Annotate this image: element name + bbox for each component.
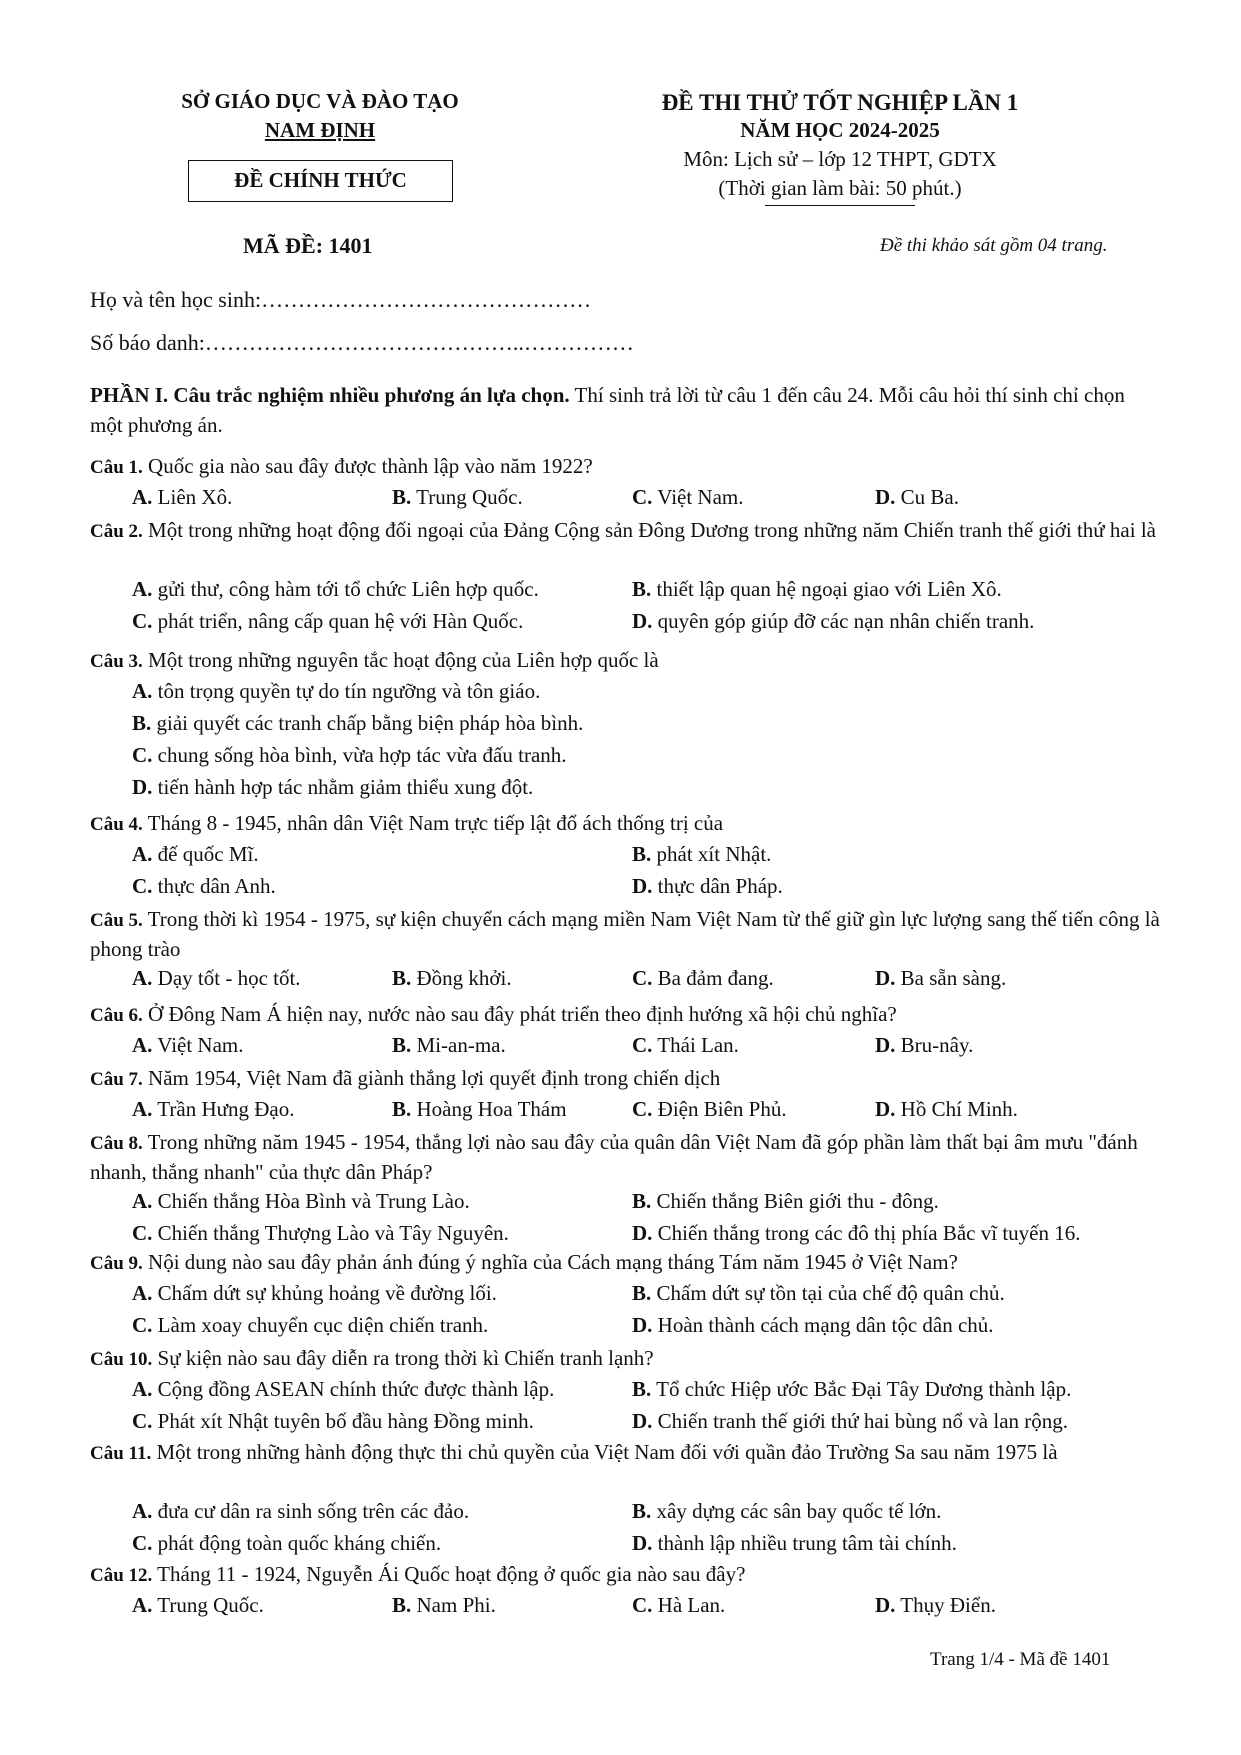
question-8-option-a	[132, 1188, 470, 1215]
option-text: Chấm dứt sự tồn tại của chế độ quân chủ.	[651, 1281, 1005, 1305]
option-letter: A.	[132, 1377, 153, 1401]
question-5-stem	[90, 905, 1160, 963]
question-11-stem	[90, 1438, 1160, 1468]
option-text: Ba sẵn sàng.	[895, 966, 1007, 990]
question-8-stem	[90, 1128, 1160, 1186]
option-text: giải quyết các tranh chấp bằng biện pháp hòa bình.	[151, 711, 584, 735]
question-6-option-c	[632, 1032, 739, 1059]
question-label: Câu 9.	[90, 1253, 143, 1274]
option-text: tiến hành hợp tác nhằm giảm thiểu xung đột.	[152, 775, 534, 799]
question-label: Câu 10.	[90, 1349, 153, 1370]
option-letter: C.	[632, 1033, 653, 1057]
part1-title: PHẦN I. Câu trắc nghiệm nhiều phương án lựa chọn.	[90, 383, 570, 407]
option-letter: C.	[132, 1531, 153, 1555]
question-2-option-b	[632, 576, 1002, 603]
option-text: Việt Nam.	[152, 1033, 244, 1057]
question-9-stem	[90, 1248, 1160, 1278]
question-12-stem	[90, 1560, 1160, 1590]
option-text: Chiến thắng Hòa Bình và Trung Lào.	[152, 1189, 470, 1213]
option-text: thực dân Pháp.	[652, 874, 783, 898]
student-name-field: Họ và tên học sinh:………………………………………	[90, 287, 592, 312]
official-label-box	[188, 160, 453, 202]
question-text: Trong những năm 1945 - 1954, thắng lợi nào sau đây của quân dân Việt Nam đã góp phần làm thất bại âm mưu "đánh nhanh, thắng nhanh" của thực dân Pháp?	[90, 1130, 1138, 1184]
option-letter: D.	[632, 1221, 653, 1245]
option-letter: D.	[875, 1593, 896, 1617]
question-1-option-c	[632, 484, 744, 511]
question-4-option-c	[132, 873, 276, 900]
option-text: Liên Xô.	[152, 485, 233, 509]
question-6-stem	[90, 1000, 1160, 1030]
question-10-option-c	[132, 1408, 534, 1435]
option-text: thiết lập quan hệ ngoại giao với Liên Xô.	[651, 577, 1002, 601]
question-2-option-d	[632, 608, 1034, 635]
question-label: Câu 3.	[90, 651, 143, 672]
province-label: NAM ĐỊNH	[264, 118, 376, 142]
part1-instruction: Thí sinh trả lời từ câu 1 đến câu 24. Mỗi câu hỏi thí sinh chỉ chọn một phương án.	[90, 383, 1125, 437]
option-text: Chiến tranh thế giới thứ hai bùng nổ và lan rộng.	[652, 1409, 1069, 1433]
option-letter: D.	[632, 1531, 653, 1555]
question-9-option-d	[632, 1312, 994, 1339]
option-text: phát triển, nâng cấp quan hệ với Hàn Quốc.	[152, 609, 524, 633]
question-4-option-b	[632, 841, 771, 868]
question-7-option-a	[132, 1096, 294, 1123]
option-text: gửi thư, công hàm tới tổ chức Liên hợp quốc.	[152, 577, 539, 601]
option-text: Nam Phi.	[411, 1593, 496, 1617]
question-9-option-c	[132, 1312, 488, 1339]
option-letter: B.	[392, 1097, 412, 1121]
question-7-option-b	[392, 1096, 567, 1123]
option-text: phát động toàn quốc kháng chiến.	[152, 1531, 442, 1555]
question-5-option-b	[392, 965, 512, 992]
question-9-option-a	[132, 1280, 497, 1307]
question-7-option-c	[632, 1096, 787, 1123]
question-text: Một trong những hành động thực thi chủ quyền của Việt Nam đối với quần đảo Trường Sa sau năm 1975 là	[151, 1440, 1058, 1464]
question-3-option-b	[132, 710, 583, 737]
question-2-option-a	[132, 576, 539, 603]
option-letter: C.	[132, 1409, 153, 1433]
question-text: Một trong những nguyên tắc hoạt động của Liên hợp quốc là	[142, 648, 659, 672]
question-label: Câu 1.	[90, 457, 143, 478]
question-2-stem	[90, 516, 1160, 546]
department-name: SỞ GIÁO DỤC VÀ ĐÀO TẠO	[181, 89, 459, 113]
option-text: Tổ chức Hiệp ước Bắc Đại Tây Dương thành lập.	[651, 1377, 1072, 1401]
pages-note: Đề thi khảo sát gồm 04 trang.	[880, 235, 1108, 256]
option-letter: D.	[632, 609, 653, 633]
option-text: Hồ Chí Minh.	[895, 1097, 1018, 1121]
option-text: phát xít Nhật.	[651, 842, 772, 866]
option-letter: C.	[132, 874, 153, 898]
question-2-option-c	[132, 608, 523, 635]
question-10-option-a	[132, 1376, 554, 1403]
question-3-option-d	[132, 774, 533, 801]
option-text: Thụy Điển.	[895, 1593, 996, 1617]
question-3-option-c	[132, 742, 567, 769]
question-8-option-c	[132, 1220, 509, 1247]
question-1-option-a	[132, 484, 232, 511]
question-4-option-a	[132, 841, 259, 868]
option-letter: D.	[875, 1097, 896, 1121]
option-letter: A.	[132, 1499, 153, 1523]
option-letter: D.	[875, 966, 896, 990]
option-text: Chấm dứt sự khủng hoảng về đường lối.	[152, 1281, 497, 1305]
option-letter: B.	[632, 842, 652, 866]
question-4-option-d	[632, 873, 783, 900]
option-text: Thái Lan.	[652, 1033, 739, 1057]
question-11-option-b	[632, 1498, 941, 1525]
question-1-option-d	[875, 484, 959, 511]
question-6-option-a	[132, 1032, 244, 1059]
question-7-stem	[90, 1064, 1160, 1094]
option-letter: B.	[132, 711, 152, 735]
option-letter: C.	[132, 609, 153, 633]
question-1-stem	[90, 452, 1160, 482]
option-letter: B.	[392, 1593, 412, 1617]
option-letter: D.	[632, 1313, 653, 1337]
question-11-option-c	[132, 1530, 441, 1557]
question-7-option-d	[875, 1096, 1018, 1123]
question-label: Câu 4.	[90, 814, 143, 835]
question-6-option-d	[875, 1032, 973, 1059]
option-letter: D.	[632, 874, 653, 898]
option-letter: D.	[632, 1409, 653, 1433]
subject-line: Môn: Lịch sử – lớp 12 THPT, GDTX	[683, 147, 997, 171]
option-letter: B.	[632, 1281, 652, 1305]
option-letter: C.	[632, 1097, 653, 1121]
question-6-option-b	[392, 1032, 506, 1059]
question-12-option-d	[875, 1592, 996, 1619]
question-text: Quốc gia nào sau đây được thành lập vào năm 1922?	[142, 454, 593, 478]
option-letter: D.	[875, 1033, 896, 1057]
option-letter: B.	[632, 1499, 652, 1523]
question-4-stem	[90, 809, 1160, 839]
option-text: thực dân Anh.	[152, 874, 276, 898]
student-id-field: Số báo danh:……………………………………..……………	[90, 330, 634, 355]
option-letter: C.	[632, 966, 653, 990]
option-text: Việt Nam.	[652, 485, 744, 509]
option-text: Hà Lan.	[652, 1593, 726, 1617]
option-text: đưa cư dân ra sinh sống trên các đảo.	[152, 1499, 470, 1523]
question-12-option-b	[392, 1592, 496, 1619]
official-label: ĐỀ CHÍNH THỨC	[234, 168, 407, 193]
option-letter: A.	[132, 966, 153, 990]
question-text: Năm 1954, Việt Nam đã giành thắng lợi quyết định trong chiến dịch	[142, 1066, 721, 1090]
option-text: Cộng đồng ASEAN chính thức được thành lập.	[152, 1377, 555, 1401]
question-5-option-c	[632, 965, 774, 992]
exam-title: ĐỀ THI THỬ TỐT NGHIỆP LẦN 1	[661, 90, 1019, 115]
question-text: Sự kiện nào sau đây diễn ra trong thời kì Chiến tranh lạnh?	[152, 1346, 654, 1370]
question-10-stem	[90, 1344, 1160, 1374]
question-label: Câu 2.	[90, 521, 143, 542]
question-12-option-c	[632, 1592, 725, 1619]
option-letter: A.	[132, 577, 153, 601]
option-text: Dạy tốt - học tốt.	[152, 966, 301, 990]
option-letter: A.	[132, 1593, 153, 1617]
province-name	[150, 117, 490, 144]
option-letter: C.	[132, 743, 153, 767]
option-text: Trung Quốc.	[411, 485, 523, 509]
question-text: Tháng 8 - 1945, nhân dân Việt Nam trực tiếp lật đổ ách thống trị của	[142, 811, 724, 835]
part1-heading	[90, 380, 1160, 440]
option-letter: A.	[132, 842, 153, 866]
time-line: (Thời gian làm bài: 50 phút.)	[718, 176, 962, 200]
option-text: Hoàng Hoa Thám	[411, 1097, 567, 1121]
question-8-option-d	[632, 1220, 1081, 1247]
option-letter: B.	[392, 1033, 412, 1057]
option-text: Hoàn thành cách mạng dân tộc dân chủ.	[652, 1313, 994, 1337]
question-12-option-a	[132, 1592, 264, 1619]
question-label: Câu 6.	[90, 1005, 143, 1026]
question-text: Trong thời kì 1954 - 1975, sự kiện chuyển cách mạng miền Nam Việt Nam từ thế giữ gìn lực lượng sang thế tiến công là phong trào	[90, 907, 1160, 961]
option-text: Trần Hưng Đạo.	[152, 1097, 295, 1121]
question-label: Câu 7.	[90, 1069, 143, 1090]
time-underline	[765, 205, 915, 206]
question-label: Câu 5.	[90, 910, 143, 931]
question-8-option-b	[632, 1188, 939, 1215]
question-text: Ở Đông Nam Á hiện nay, nước nào sau đây phát triển theo định hướng xã hội chủ nghĩa?	[142, 1002, 897, 1026]
question-label: Câu 12.	[90, 1565, 153, 1586]
option-text: quyên góp giúp đỡ các nạn nhân chiến tranh.	[652, 609, 1035, 633]
school-year: NĂM HỌC 2024-2025	[740, 118, 940, 142]
option-text: Trung Quốc.	[152, 1593, 264, 1617]
option-letter: B.	[392, 966, 412, 990]
option-text: Cu Ba.	[895, 485, 960, 509]
option-text: Chiến thắng trong các đô thị phía Bắc vĩ tuyến 16.	[652, 1221, 1081, 1245]
option-text: Điện Biên Phủ.	[652, 1097, 787, 1121]
question-label: Câu 8.	[90, 1133, 143, 1154]
question-3-stem	[90, 646, 1160, 676]
option-text: Chiến thắng Thượng Lào và Tây Nguyên.	[152, 1221, 509, 1245]
question-1-option-b	[392, 484, 523, 511]
option-letter: C.	[632, 1593, 653, 1617]
option-text: Đồng khởi.	[411, 966, 512, 990]
page-footer: Trang 1/4 - Mã đề 1401	[930, 1649, 1111, 1670]
option-letter: A.	[132, 485, 153, 509]
option-letter: A.	[132, 1281, 153, 1305]
option-text: chung sống hòa bình, vừa hợp tác vừa đấu tranh.	[152, 743, 567, 767]
option-letter: B.	[392, 485, 412, 509]
option-letter: A.	[132, 679, 153, 703]
question-9-option-b	[632, 1280, 1005, 1307]
option-text: Ba đảm đang.	[652, 966, 774, 990]
option-letter: B.	[632, 577, 652, 601]
option-letter: D.	[875, 485, 896, 509]
question-11-option-a	[132, 1498, 469, 1525]
option-text: tôn trọng quyền tự do tín ngưỡng và tôn giáo.	[152, 679, 541, 703]
option-letter: A.	[132, 1189, 153, 1213]
option-text: xây dựng các sân bay quốc tế lớn.	[651, 1499, 942, 1523]
option-letter: C.	[632, 485, 653, 509]
option-text: thành lập nhiều trung tâm tài chính.	[652, 1531, 957, 1555]
question-10-option-b	[632, 1376, 1071, 1403]
exam-code: MÃ ĐỀ: 1401	[243, 233, 373, 258]
option-text: Mi-an-ma.	[411, 1033, 506, 1057]
question-5-option-a	[132, 965, 301, 992]
question-label: Câu 11.	[90, 1443, 152, 1464]
question-text: Nội dung nào sau đây phản ánh đúng ý nghĩa của Cách mạng tháng Tám năm 1945 ở Việt Nam?	[142, 1250, 958, 1274]
option-letter: B.	[632, 1377, 652, 1401]
option-letter: C.	[132, 1313, 153, 1337]
question-3-option-a	[132, 678, 540, 705]
option-letter: C.	[132, 1221, 153, 1245]
option-text: Chiến thắng Biên giới thu - đông.	[651, 1189, 939, 1213]
option-letter: A.	[132, 1097, 153, 1121]
option-letter: B.	[632, 1189, 652, 1213]
option-text: đế quốc Mĩ.	[152, 842, 259, 866]
option-text: Làm xoay chuyển cục diện chiến tranh.	[152, 1313, 489, 1337]
question-text: Một trong những hoạt động đối ngoại của Đảng Cộng sản Đông Dương trong những năm Chiến tranh thế giới thứ hai là	[142, 518, 1156, 542]
option-letter: A.	[132, 1033, 153, 1057]
question-text: Tháng 11 - 1924, Nguyễn Ái Quốc hoạt động ở quốc gia nào sau đây?	[152, 1562, 746, 1586]
option-text: Phát xít Nhật tuyên bố đầu hàng Đồng minh.	[152, 1409, 534, 1433]
question-5-option-d	[875, 965, 1006, 992]
option-letter: D.	[132, 775, 153, 799]
question-10-option-d	[632, 1408, 1068, 1435]
option-text: Bru-nây.	[895, 1033, 974, 1057]
question-11-option-d	[632, 1530, 957, 1557]
